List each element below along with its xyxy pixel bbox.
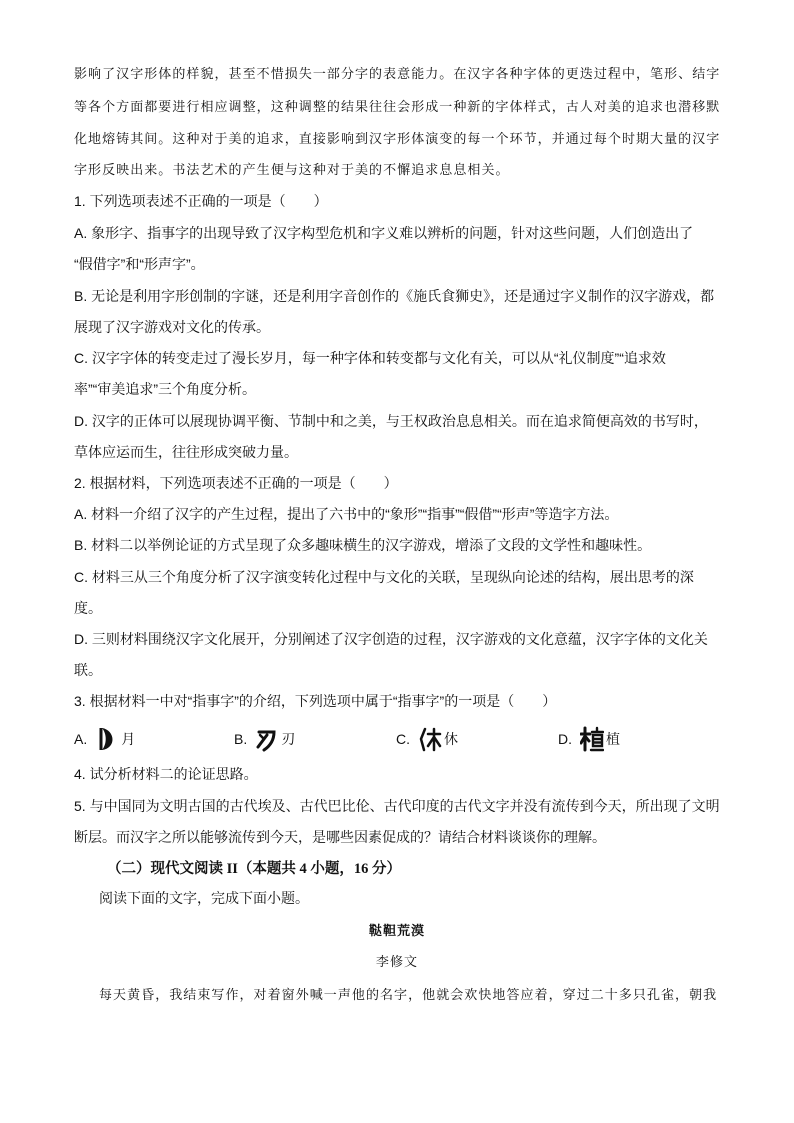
option-c: C. 材料三从三个角度分析了汉字演变转化过程中与文化的关联，呈现纵向论述的结构，展出思考的深 <box>74 569 694 585</box>
option-char: 植 <box>606 731 620 747</box>
article-title: 鞑靼荒漠 <box>368 924 426 939</box>
ancient-plant-glyph-icon <box>580 726 604 752</box>
question-stem: 3. 根据材料一中对“指事字”的介绍，下列选项中属于“指事字”的一项是（ ） <box>74 693 557 709</box>
option-letter: A. <box>74 731 88 747</box>
ancient-rest-glyph-icon <box>418 726 442 752</box>
section-title: （二）现代文阅读 II（本题共 4 小题，16 分） <box>107 861 402 877</box>
question-stem: 4. 试分析材料二的论证思路。 <box>74 766 258 782</box>
article-paragraph: 每天黄昏，我结束写作，对着窗外喊一声他的名字，他就会欢快地答应着，穿过二十多只孔雀，朝我 <box>99 988 718 1003</box>
article-author: 李修文 <box>375 955 419 970</box>
passage-line: 字形反映出来。书法艺术的产生便与这种对于美的不懈追求息息相关。 <box>74 163 510 178</box>
q3-option-a <box>74 726 135 752</box>
option-b: B. 无论是利用字形创制的字谜，还是利用字音创作的《施氏食狮史》，还是通过字义制作的汉字游戏，都 <box>74 288 715 304</box>
question-stem: 2. 根据材料，下列选项表述不正确的一项是（ ） <box>74 475 398 491</box>
question-stem: 1. 下列选项表述不正确的一项是（ ） <box>74 193 328 209</box>
option-letter: B. <box>234 731 248 747</box>
option-char: 休 <box>444 731 458 747</box>
q3-option-b <box>234 726 295 752</box>
option-a-cont: “假借字”和“形声字”。 <box>74 256 205 272</box>
question-stem: 5. 与中国同为文明古国的古代埃及、古代巴比伦、古代印度的古代文字并没有流传到今天，所出现了文明 <box>74 798 720 814</box>
option-b: B. 材料二以举例论证的方式呈现了众多趣味横生的汉字游戏，增添了文段的文学性和趣味性。 <box>74 537 652 553</box>
q3-option-d <box>558 726 620 752</box>
q3-option-c <box>396 726 458 752</box>
ancient-blade-glyph-icon <box>255 726 279 752</box>
option-b-cont: 展现了汉字游戏对文化的传承。 <box>74 319 270 335</box>
option-d-cont: 草体应运而生，往往形成突破力量。 <box>74 444 298 460</box>
option-a: A. 象形字、指事字的出现导致了汉字构型危机和字义难以辨析的问题，针对这些问题，人们创造出了 <box>74 225 694 241</box>
option-d-cont: 联。 <box>74 662 102 678</box>
option-a: A. 材料一介绍了汉字的产生过程，提出了六书中的“象形”“指事”“假借”“形声”等造字方法。 <box>74 506 619 522</box>
option-letter: D. <box>558 731 572 747</box>
instruction: 阅读下面的文字，完成下面小题。 <box>99 890 309 906</box>
passage-line: 影响了汉字形体的样貌，甚至不惜损失一部分字的表意能力。在汉字各种字体的更迭过程中，笔形、结字 <box>74 67 721 82</box>
option-c: C. 汉字字体的转变走过了漫长岁月，每一种字体和转变都与文化有关，可以从“礼仪制度”“追求效 <box>74 350 666 366</box>
option-c-cont: 率”“审美追求”三个角度分析。 <box>74 381 256 397</box>
option-char: 刃 <box>281 731 296 747</box>
option-c-cont: 度。 <box>74 600 102 616</box>
option-char: 月 <box>121 731 136 747</box>
passage-line: 等各个方面都要进行相应调整，这种调整的结果往往会形成一种新的字体样式，古人对美的追求也潜移默 <box>74 100 721 115</box>
question-stem-cont: 断层。而汉字之所以能够流传到今天，是哪些因素促成的？请结合材料谈谈你的理解。 <box>74 829 606 845</box>
option-d: D. 汉字的正体可以展现协调平衡、节制中和之美，与王权政治息息相关。而在追求简便高效的书写时， <box>74 413 708 429</box>
passage-line: 化地熔铸其间。这种对于美的追求，直接影响到汉字形体演变的每一个环节，并通过每个时期大量的汉字 <box>74 132 721 147</box>
ancient-moon-glyph-icon <box>95 726 119 752</box>
option-d: D. 三则材料围绕汉字文化展开，分别阐述了汉字创造的过程，汉字游戏的文化意蕴，汉字字体的文化关 <box>74 631 708 647</box>
option-letter: C. <box>396 731 410 747</box>
